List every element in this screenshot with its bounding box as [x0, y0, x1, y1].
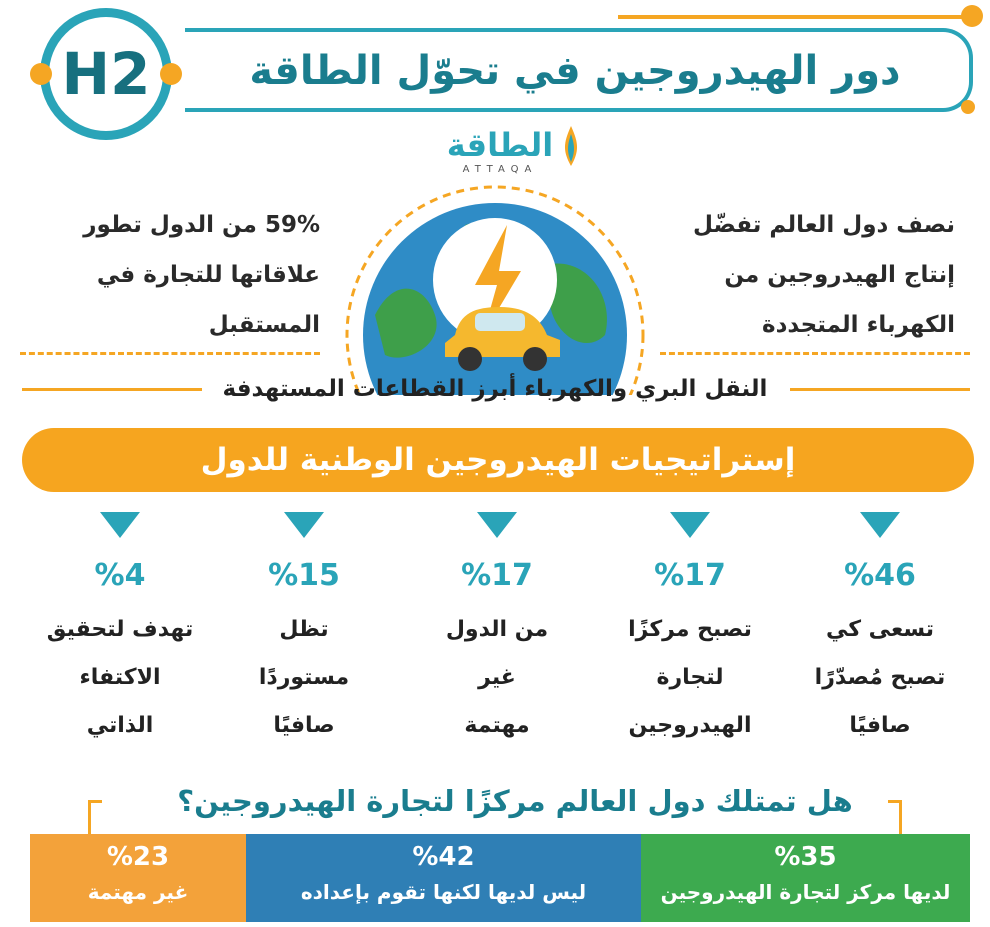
strategy-text-line: الهيدروجين: [628, 713, 752, 738]
drop-icon: [560, 124, 582, 168]
strategy-arrow-icon: [284, 512, 324, 538]
strategy-text-line: صافيًا: [849, 713, 911, 738]
title-dot-bottom: [961, 100, 975, 114]
strategy-percent: %17: [654, 558, 726, 593]
question-title: هل تمتلك دول العالم مركزًا لتجارة الهيدروجين؟: [177, 784, 853, 818]
hub-bar-segment: [641, 834, 970, 922]
hub-bar-segment: [246, 834, 641, 922]
strategy-text-line: الذاتي: [86, 713, 154, 738]
h2-dot-right: [160, 63, 182, 85]
strategy-text-line: مهتمة: [464, 713, 530, 738]
globe-illustration: [335, 185, 655, 395]
strategy-text-line: الاكتفاء: [79, 665, 161, 690]
left-dashed-line: [20, 352, 320, 355]
strategy-percent: %46: [844, 558, 916, 593]
right-note-line: الكهرباء المتجددة: [762, 312, 955, 338]
hub-bar-percent: %23: [106, 842, 170, 872]
brand-logo: [420, 126, 580, 186]
sectors-line-left: [22, 388, 202, 391]
strategy-percent: %15: [268, 558, 340, 593]
strategy-arrow-icon: [670, 512, 710, 538]
strategy-text-line: مستوردًا: [258, 665, 350, 690]
left-note: [60, 200, 320, 350]
h2-dot-left: [30, 63, 52, 85]
right-note-line: نصف دول العالم تفضّل: [693, 212, 955, 238]
strategy-text-line: تسعى كي: [825, 617, 935, 642]
hub-bar-label: ليس لديها لكنها تقوم بإعداده: [300, 880, 587, 904]
left-note-line: 59% من الدول تطور: [83, 212, 320, 238]
h2-badge-text: H2: [61, 40, 151, 108]
hub-bar-percent: %35: [774, 842, 837, 872]
sectors-line-right: [790, 388, 970, 391]
left-note-line: المستقبل: [208, 312, 320, 338]
hub-bar-segment: [30, 834, 246, 922]
sectors-text: النقل البري والكهرباء أبرز القطاعات المستهدفة: [222, 376, 768, 402]
strategy-text-line: صافيًا: [273, 713, 335, 738]
brand-latin: ATTAQA: [462, 164, 538, 175]
strategy-text-line: تصبح مُصدّرًا: [814, 665, 946, 690]
title-dot-top: [961, 5, 983, 27]
hub-bar-label: لديها مركز لتجارة الهيدروجين: [660, 880, 951, 904]
strategies-title: إستراتيجيات الهيدروجين الوطنية للدول: [200, 442, 796, 478]
header-top-line: [618, 15, 973, 19]
page-title: دور الهيدروجين في تحوّل الطاقة: [249, 48, 901, 94]
left-note-line: علاقاتها للتجارة في: [96, 262, 320, 288]
hub-bar-label: غير مهتمة: [87, 880, 189, 904]
strategy-text-line: تظل: [279, 617, 329, 642]
right-note-line: إنتاج الهيدروجين من: [724, 262, 955, 288]
strategy-text-line: تهدف لتحقيق: [46, 617, 194, 642]
strategy-arrow-icon: [860, 512, 900, 538]
strategy-text-line: لتجارة: [656, 665, 724, 690]
strategy-text-line: تصبح مركزًا: [628, 617, 752, 642]
strategy-arrow-icon: [477, 512, 517, 538]
right-note: [670, 200, 955, 350]
strategy-arrow-icon: [100, 512, 140, 538]
strategy-percent: %4: [94, 558, 146, 593]
question-bracket-left: [88, 800, 102, 834]
hub-bar-percent: %42: [412, 842, 475, 872]
strategy-text-line: من الدول: [445, 617, 549, 642]
right-dashed-line: [660, 352, 970, 355]
brand-arabic: الطاقة: [446, 126, 554, 164]
strategy-text-line: غير: [478, 665, 516, 690]
strategy-percent: %17: [461, 558, 533, 593]
